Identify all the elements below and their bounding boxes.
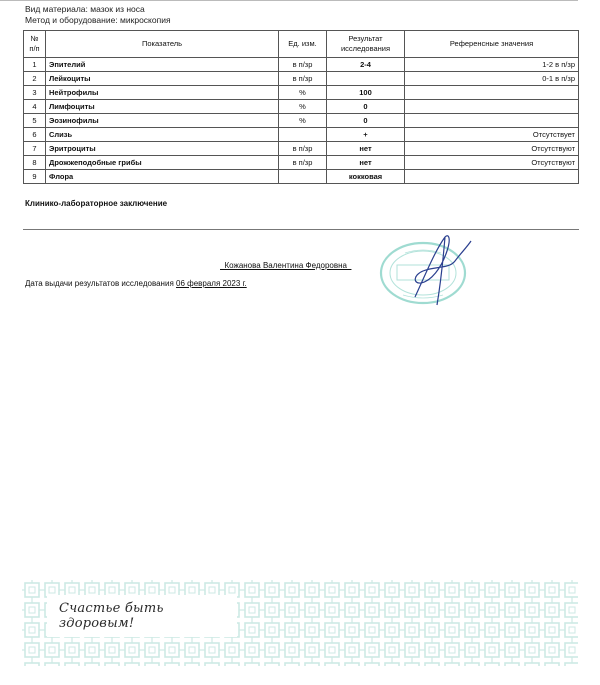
- cell-result: 100: [327, 86, 405, 100]
- cell-reference: 1-2 в п/зр: [405, 58, 579, 72]
- cell-result: нет: [327, 156, 405, 170]
- cell-indicator: Лейкоциты: [46, 72, 279, 86]
- table-header-row: [24, 31, 579, 58]
- cell-result: кокковая: [327, 170, 405, 184]
- method-line: Метод и оборудование: микроскопия: [25, 15, 171, 25]
- table-row: [24, 58, 579, 72]
- cell-num: 2: [24, 72, 46, 86]
- cell-num: 3: [24, 86, 46, 100]
- cell-unit: в п/зр: [279, 72, 327, 86]
- cell-unit: в п/зр: [279, 58, 327, 72]
- cell-result: 0: [327, 100, 405, 114]
- cell-num: 8: [24, 156, 46, 170]
- cell-num: 1: [24, 58, 46, 72]
- cell-reference: Отсутствуют: [405, 156, 579, 170]
- cell-num: 7: [24, 142, 46, 156]
- cell-reference: 0-1 в п/зр: [405, 72, 579, 86]
- table-row: [24, 86, 579, 100]
- cell-result: 2-4: [327, 58, 405, 72]
- cell-indicator: Эпителий: [46, 58, 279, 72]
- cell-num: 4: [24, 100, 46, 114]
- table-row: [24, 128, 579, 142]
- cell-unit: в п/зр: [279, 142, 327, 156]
- cell-indicator: Флора: [46, 170, 279, 184]
- cell-num: 6: [24, 128, 46, 142]
- cell-reference: [405, 170, 579, 184]
- cell-result: +: [327, 128, 405, 142]
- header-reference: Референсные значения: [405, 31, 579, 58]
- cell-indicator: Дрожжеподобные грибы: [46, 156, 279, 170]
- slogan-box: [47, 595, 237, 637]
- footer-slogan: Счастье быть здоровым!: [59, 601, 164, 631]
- issue-date: 06 февраля 2023 г.: [176, 279, 247, 288]
- cell-unit: в п/зр: [279, 156, 327, 170]
- top-rule: [0, 0, 578, 1]
- cell-indicator: Эритроциты: [46, 142, 279, 156]
- header-unit: Ед. изм.: [279, 31, 327, 58]
- cell-result: [327, 72, 405, 86]
- cell-unit: %: [279, 100, 327, 114]
- results-table: [23, 30, 579, 184]
- stamp-signature-icon: [375, 231, 485, 311]
- cell-indicator: Лимфоциты: [46, 100, 279, 114]
- conclusion-rule: [23, 229, 579, 230]
- table-row: [24, 170, 579, 184]
- conclusion-title: Клинико-лабораторное заключение: [25, 199, 168, 208]
- cell-indicator: Нейтрофилы: [46, 86, 279, 100]
- cell-unit: [279, 170, 327, 184]
- table-row: [24, 100, 579, 114]
- header-num: № п/п: [24, 31, 46, 58]
- table-row: [24, 72, 579, 86]
- cell-reference: Отсутствует: [405, 128, 579, 142]
- cell-num: 9: [24, 170, 46, 184]
- table-row: [24, 114, 579, 128]
- table-row: [24, 142, 579, 156]
- header-result: Результат исследования: [327, 31, 405, 58]
- cell-result: нет: [327, 142, 405, 156]
- cell-indicator: Слизь: [46, 128, 279, 142]
- doctor-name: Кожанова Валентина Федоровна: [220, 261, 352, 270]
- cell-reference: [405, 100, 579, 114]
- material-line: Вид материала: мазок из носа: [25, 4, 145, 14]
- issue-label: Дата выдачи результатов исследования: [25, 279, 176, 288]
- cell-unit: [279, 128, 327, 142]
- header-name: Показатель: [46, 31, 279, 58]
- cell-reference: Отсутствуют: [405, 142, 579, 156]
- cell-indicator: Эозинофилы: [46, 114, 279, 128]
- issue-date-line: [25, 279, 247, 288]
- cell-reference: [405, 86, 579, 100]
- cell-result: 0: [327, 114, 405, 128]
- cell-reference: [405, 114, 579, 128]
- cell-unit: %: [279, 86, 327, 100]
- cell-num: 5: [24, 114, 46, 128]
- table-row: [24, 156, 579, 170]
- cell-unit: %: [279, 114, 327, 128]
